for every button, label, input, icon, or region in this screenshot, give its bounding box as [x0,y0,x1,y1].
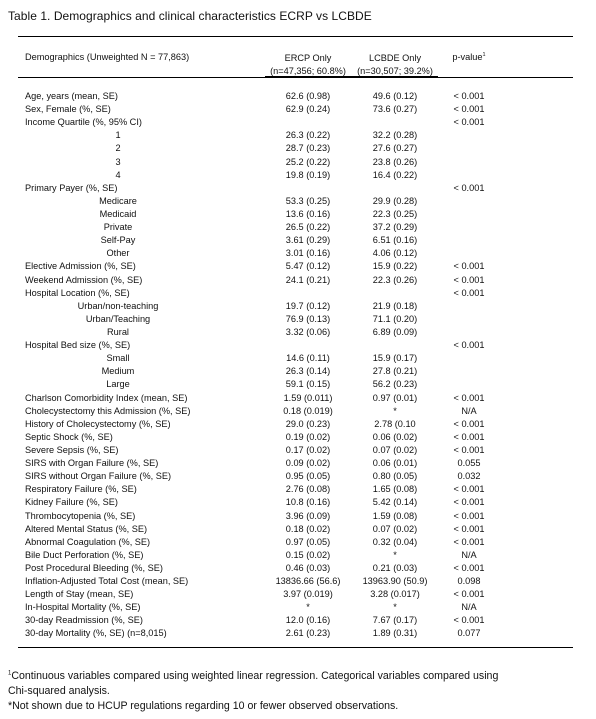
p-value: N/A [461,602,477,613]
table-row [18,431,573,444]
p-value: < 0.001 [453,274,485,285]
table-row [18,588,573,601]
lcbde-value: 1.89 (0.31) [372,628,418,639]
table-row [18,562,573,575]
lcbde-value: 0.80 (0.05) [372,471,418,482]
table-row [18,614,573,627]
lcbde-value: 0.06 (0.01) [372,458,418,469]
p-value: < 0.001 [453,484,485,495]
footnote-1-marker: 1 [8,670,12,677]
footnote-2: *Not shown due to HCUP regulations regarding 10 or fewer observed observations. [8,700,399,712]
lcbde-value: 13963.90 (50.9) [362,576,428,587]
table-row [18,483,573,496]
table-row [18,221,573,234]
row-label: Sex, Female (%, SE) [25,104,111,115]
ercp-value: 3.96 (0.09) [285,510,331,521]
table-row [18,536,573,549]
ercp-value: 25.2 (0.22) [285,156,331,167]
lcbde-value: * [393,549,397,560]
table-row [18,300,573,313]
table-row [18,510,573,523]
ercp-value: 76.9 (0.13) [285,313,331,324]
lcbde-value: 73.6 (0.27) [372,104,418,115]
lcbde-value: 6.51 (0.16) [372,235,418,246]
row-label: Age, years (mean, SE) [25,91,118,101]
ercp-value: 12.0 (0.16) [285,615,331,626]
header-ercp [265,52,351,77]
row-label: Urban/Teaching [85,313,151,324]
p-value: < 0.001 [453,182,485,193]
table-row [18,129,573,142]
lcbde-value: 2.78 (0.10 [374,418,416,429]
row-label: Thrombocytopenia (%, SE) [25,510,136,521]
p-value: < 0.001 [453,444,485,455]
table-row [18,575,573,588]
ercp-value: 53.3 (0.25) [285,195,331,206]
lcbde-value: 32.2 (0.28) [372,130,418,141]
lcbde-value: 22.3 (0.26) [372,274,418,285]
p-value: 0.055 [457,458,481,469]
ercp-value: 26.5 (0.22) [285,222,331,233]
lcbde-value: 0.07 (0.02) [372,523,418,534]
lcbde-value: 3.28 (0.017) [370,589,420,600]
row-label: Self-Pay [100,235,136,246]
lcbde-value: * [393,602,397,613]
footnote-1-text: Continuous variables compared using weighted linear regression. Categorical variables compared using [11,670,499,682]
p-value: < 0.001 [453,431,485,442]
table-row [18,116,573,129]
ercp-value: 28.7 (0.23) [285,143,331,154]
ercp-value: 0.09 (0.02) [285,458,331,469]
lcbde-value: 0.07 (0.02) [372,444,418,455]
row-label: Hospital Location (%, SE) [25,287,130,298]
row-label: 30-day Mortality (%, SE) (n=8,015) [25,628,167,639]
table-row [18,601,573,614]
header-p-value [439,52,499,62]
row-label: Hospital Bed size (%, SE) [25,340,131,351]
table-row [18,103,573,116]
row-label: Income Quartile (%, 95% CI) [25,117,142,128]
row-label: 2 [115,143,121,154]
table-row [18,234,573,247]
table-row [18,392,573,405]
header-ercp-name: ERCP Only [284,53,332,63]
ercp-value: 0.18 (0.019) [283,405,333,416]
p-value: 0.032 [457,471,481,482]
lcbde-value: 29.9 (0.28) [372,195,418,206]
lcbde-value: 0.97 (0.01) [372,392,418,403]
ercp-value: 59.1 (0.15) [285,379,331,390]
ercp-value: 0.95 (0.05) [285,471,331,482]
ercp-value: 3.32 (0.06) [285,326,331,337]
lcbde-value: 27.8 (0.21) [372,366,418,377]
table-row [18,418,573,431]
ercp-value: 0.19 (0.02) [285,431,331,442]
row-label: Length of Stay (mean, SE) [25,589,134,600]
lcbde-value: 23.8 (0.26) [372,156,418,167]
ercp-value: 3.61 (0.29) [285,235,331,246]
table-row [18,287,573,300]
p-value: < 0.001 [453,91,485,101]
row-label: Kidney Failure (%, SE) [25,497,118,508]
p-value: 0.098 [457,576,481,587]
p-value: N/A [461,405,477,416]
lcbde-value: 71.1 (0.20) [372,313,418,324]
table-row [18,247,573,260]
lcbde-value: 16.4 (0.22) [372,169,418,180]
ercp-value: 5.47 (0.12) [285,261,331,272]
table-title: Table 1. Demographics and clinical characteristics ECRP vs LCBDE [8,9,372,23]
ercp-value: 0.46 (0.03) [285,562,331,573]
row-label: Post Procedural Bleeding (%, SE) [25,562,163,573]
ercp-value: 10.8 (0.16) [285,497,331,508]
lcbde-value: 37.2 (0.29) [372,222,418,233]
lcbde-value: 21.9 (0.18) [372,300,418,311]
table-body [18,78,573,647]
row-label: Weekend Admission (%, SE) [25,274,143,285]
row-label: Rural [107,326,129,337]
table-row [18,457,573,470]
table-row [18,274,573,287]
table-row [18,260,573,273]
row-label: Septic Shock (%, SE) [25,431,113,442]
row-label: SIRS without Organ Failure (%, SE) [25,471,172,482]
lcbde-value: 49.6 (0.12) [372,91,418,101]
table-row [18,470,573,483]
row-label: Private [103,222,133,233]
table-row [18,313,573,326]
lcbde-value: 1.65 (0.08) [372,484,418,495]
row-label: 1 [115,130,121,141]
footnote-1-line-1 [8,669,583,684]
row-label: Charlson Comorbidity Index (mean, SE) [25,392,188,403]
row-label: Severe Sepsis (%, SE) [25,444,119,455]
lcbde-value: 0.06 (0.02) [372,431,418,442]
ercp-value: 0.18 (0.02) [285,523,331,534]
table-row [18,352,573,365]
table-row [18,156,573,169]
lcbde-value: 7.67 (0.17) [372,615,418,626]
table-header [18,37,573,77]
p-value: < 0.001 [453,536,485,547]
row-label: Medium [101,366,135,377]
row-label: Cholecystectomy this Admission (%, SE) [25,405,191,416]
footnote-1-line-2: Chi-squared analysis. [8,685,110,697]
lcbde-value: * [393,405,397,416]
p-value: < 0.001 [453,104,485,115]
table-row [18,339,573,352]
ercp-value: 19.7 (0.12) [285,300,331,311]
p-value: < 0.001 [453,287,485,298]
ercp-value: 24.1 (0.21) [285,274,331,285]
lcbde-value: 1.59 (0.08) [372,510,418,521]
row-label: Inflation-Adjusted Total Cost (mean, SE) [25,576,189,587]
table-row [18,182,573,195]
header-p-value-label: p-value [452,52,483,62]
table-row [18,523,573,536]
p-value: < 0.001 [453,340,485,351]
ercp-value: 2.61 (0.23) [285,628,331,639]
row-label: Respiratory Failure (%, SE) [25,484,137,495]
ercp-value: * [306,602,310,613]
ercp-value: 13.6 (0.16) [285,208,331,219]
lcbde-value: 15.9 (0.22) [372,261,418,272]
ercp-value: 0.17 (0.02) [285,444,331,455]
footnotes [8,669,583,714]
table-row [18,549,573,562]
ercp-value: 62.9 (0.24) [285,104,331,115]
row-label: Abnormal Coagulation (%, SE) [25,536,151,547]
table-row [18,378,573,391]
p-value: < 0.001 [453,261,485,272]
ercp-value: 2.76 (0.08) [285,484,331,495]
row-label: History of Cholecystectomy (%, SE) [25,418,171,429]
ercp-value: 29.0 (0.23) [285,418,331,429]
lcbde-value: 0.32 (0.04) [372,536,418,547]
row-label: Urban/non-teaching [77,300,159,311]
table-bottom-rule [18,647,573,648]
lcbde-value: 5.42 (0.14) [372,497,418,508]
ercp-value: 26.3 (0.22) [285,130,331,141]
row-label: Other [106,248,130,259]
row-label: Bile Duct Perforation (%, SE) [25,549,144,560]
ercp-value: 1.59 (0.011) [283,392,333,403]
table-row [18,444,573,457]
table-row [18,142,573,155]
row-label: 30-day Readmission (%, SE) [25,615,143,626]
header-lcbde-n: (n=30,507; 39.2%) [357,65,433,76]
lcbde-value: 0.21 (0.03) [372,562,418,573]
table-row [18,365,573,378]
row-label: Primary Payer (%, SE) [25,182,118,193]
ercp-value: 14.6 (0.11) [286,353,330,364]
lcbde-value: 4.06 (0.12) [372,248,418,259]
row-label: Altered Mental Status (%, SE) [25,523,148,534]
ercp-value: 0.97 (0.05) [285,536,331,547]
p-value: N/A [461,549,477,560]
p-value: < 0.001 [453,589,485,600]
row-label: Medicaid [99,208,137,219]
p-value: 0.077 [457,628,481,639]
table-row [18,405,573,418]
header-lcbde [352,52,438,77]
row-label: Elective Admission (%, SE) [25,261,136,272]
ercp-value: 13836.66 (56.6) [275,576,341,587]
lcbde-value: 15.9 (0.17) [372,353,418,364]
table-row [18,496,573,509]
row-label: SIRS with Organ Failure (%, SE) [25,458,159,469]
row-label: Medicare [99,195,137,206]
ercp-value: 3.01 (0.16) [285,248,331,259]
p-value: < 0.001 [453,510,485,521]
p-value: < 0.001 [453,562,485,573]
table-row [18,169,573,182]
row-label: In-Hospital Mortality (%, SE) [25,602,141,613]
table-row [18,195,573,208]
lcbde-value: 22.3 (0.25) [372,208,418,219]
ercp-value: 19.8 (0.19) [285,169,331,180]
p-value: < 0.001 [453,392,485,403]
p-value: < 0.001 [453,523,485,534]
header-ercp-n: (n=47,356; 60.8%) [270,65,346,76]
table-row [18,208,573,221]
header-p-value-footnote-marker: 1 [482,51,486,58]
ercp-value: 26.3 (0.14) [285,366,331,377]
table-row [18,326,573,339]
p-value: < 0.001 [453,615,485,626]
table-row [18,90,573,103]
row-label: 3 [115,156,121,167]
p-value: < 0.001 [453,117,485,128]
header-demographics: Demographics (Unweighted N = 77,863) [25,52,190,62]
demographics-table [18,36,573,648]
p-value: < 0.001 [453,418,485,429]
lcbde-value: 56.2 (0.23) [372,379,418,390]
row-label: Small [106,353,130,364]
row-label: 4 [115,169,121,180]
lcbde-value: 27.6 (0.27) [372,143,418,154]
ercp-value: 3.97 (0.019) [283,589,333,600]
lcbde-value: 6.89 (0.09) [372,326,418,337]
header-group-rule [265,76,438,77]
table-row [18,627,573,640]
ercp-value: 62.6 (0.98) [285,91,331,101]
p-value: < 0.001 [453,497,485,508]
header-lcbde-name: LCBDE Only [368,53,422,63]
row-label: Large [106,379,130,390]
ercp-value: 0.15 (0.02) [285,549,331,560]
